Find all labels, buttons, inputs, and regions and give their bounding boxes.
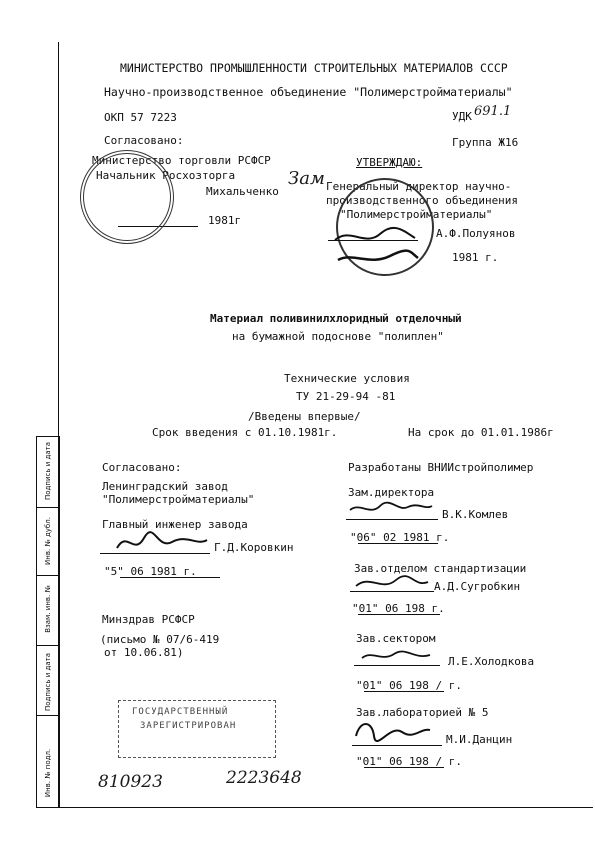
- agreed-name: Михальченко: [206, 185, 279, 198]
- letter-date: от 10.06.81): [104, 646, 184, 659]
- signer-2-name: А.Д.Сугробкин: [434, 580, 521, 593]
- approve-label: УТВЕРЖДАЮ:: [356, 156, 423, 169]
- engineer-name: Г.Д.Коровкин: [214, 541, 294, 554]
- registration-number: 810923: [98, 772, 163, 792]
- valid-until: На срок до 01.01.1986г: [408, 426, 554, 439]
- signer-4-line: [352, 745, 442, 746]
- plant-name-2: "Полимерстройматериалы": [102, 493, 255, 506]
- signer-2-line: [350, 591, 434, 592]
- signer-4-date-line: [364, 767, 444, 768]
- handwritten-dal: Зам: [288, 168, 325, 189]
- agreed-org-1: Министерство торговли РСФСР: [92, 154, 271, 167]
- side-label-5: Подпись и дата: [44, 442, 52, 500]
- material-title-1: Материал поливинилхлоридный отделочный: [210, 312, 462, 325]
- signer-4-date: "01" 06 198 / г.: [356, 755, 462, 768]
- approve-name: А.Ф.Полуянов: [436, 227, 516, 240]
- left-agreed-label: Согласовано:: [102, 461, 182, 474]
- engineer-role: Главный инженер завода: [102, 518, 248, 531]
- signer-1-line: [346, 519, 438, 520]
- signer-1-role: Зам.директора: [348, 486, 435, 499]
- udk-value: 691.1: [474, 104, 512, 119]
- signer-1-signature-icon: [346, 498, 436, 520]
- engineer-date-line: [120, 577, 220, 578]
- plant-name-1: Ленинградский завод: [102, 480, 228, 493]
- intro-date: Срок введения с 01.10.1981г.: [152, 426, 338, 439]
- engineer-date: "5" 06 1981 г.: [104, 565, 197, 578]
- signer-2-date-line: [358, 614, 440, 615]
- signer-4-signature-icon: [350, 716, 434, 746]
- approve-role-3: "Полимерстройматериалы": [340, 208, 493, 221]
- signer-3-date-line: [364, 691, 444, 692]
- signer-3-date: "01" 06 198 / г.: [356, 679, 462, 692]
- side-label-3: Взам. инв. №: [44, 585, 52, 633]
- agreed-year: 1981г: [208, 214, 242, 227]
- side-label-2: Подпись и дата: [44, 653, 52, 711]
- signer-2-date: "01" 06 198 г.: [352, 602, 445, 615]
- first-intro: /Введены впервые/: [248, 410, 361, 423]
- group-label: Группа Ж16: [452, 136, 519, 149]
- material-title-2: на бумажной подоснове "полиплен": [232, 330, 444, 343]
- signer-3-name: Л.Е.Холодкова: [448, 655, 535, 668]
- signer-1-date: "06" 02 1981 г.: [350, 531, 450, 544]
- round-seal: [80, 150, 174, 244]
- tu-number: ТУ 21-29-94 -81: [296, 390, 396, 403]
- engineer-sign-line: [100, 553, 210, 554]
- signer-3-signature-icon: [358, 646, 434, 666]
- signer-4-role: Зав.лабораторией № 5: [356, 706, 489, 719]
- udk-label: УДК: [452, 110, 472, 123]
- side-label-1: Инв. № подл.: [44, 748, 52, 798]
- signer-3-role: Зав.сектором: [356, 632, 436, 645]
- stamp-line-2: ЗАРЕГИСТРИРОВАН: [140, 721, 237, 731]
- signer-3-line: [354, 665, 440, 666]
- side-record-table: [36, 436, 60, 808]
- approve-role-2: производственного объединения: [326, 194, 519, 207]
- signer-2-role: Зав.отделом стандартизации: [354, 562, 527, 575]
- stamp-line-1: ГОСУДАРСТВЕННЫЙ: [132, 707, 229, 717]
- side-label-4: Инв. № дубл.: [44, 517, 52, 565]
- developed-by: Разработаны ВНИИстройполимер: [348, 461, 534, 474]
- approve-role-1: Генеральный директор научно-: [326, 180, 512, 193]
- letter-number: (письмо № 07/6-419: [100, 633, 220, 646]
- agreed-label: Согласовано:: [104, 134, 184, 147]
- ministry-heading: МИНИСТЕРСТВО ПРОМЫШЛЕННОСТИ СТРОИТЕЛЬНЫХ МАТЕРИАЛОВ СССР: [120, 61, 508, 75]
- signer-4-name: М.И.Данцин: [446, 733, 513, 746]
- registration-number-2: 2223648: [226, 768, 302, 788]
- approve-signature-icon: [330, 222, 420, 272]
- association-name: Научно-производственное объединение "Полимерстройматериалы": [104, 85, 513, 99]
- signer-1-date-line: [358, 543, 438, 544]
- signer-1-name: В.К.Комлев: [442, 508, 509, 521]
- minzdrav: Минздрав РСФСР: [102, 613, 195, 626]
- approve-year: 1981 г.: [452, 251, 499, 264]
- doc-type: Технические условия: [284, 372, 410, 385]
- okp-code: ОКП 57 7223: [104, 111, 177, 124]
- agreed-org-2: Начальник Росхозторга: [96, 169, 236, 182]
